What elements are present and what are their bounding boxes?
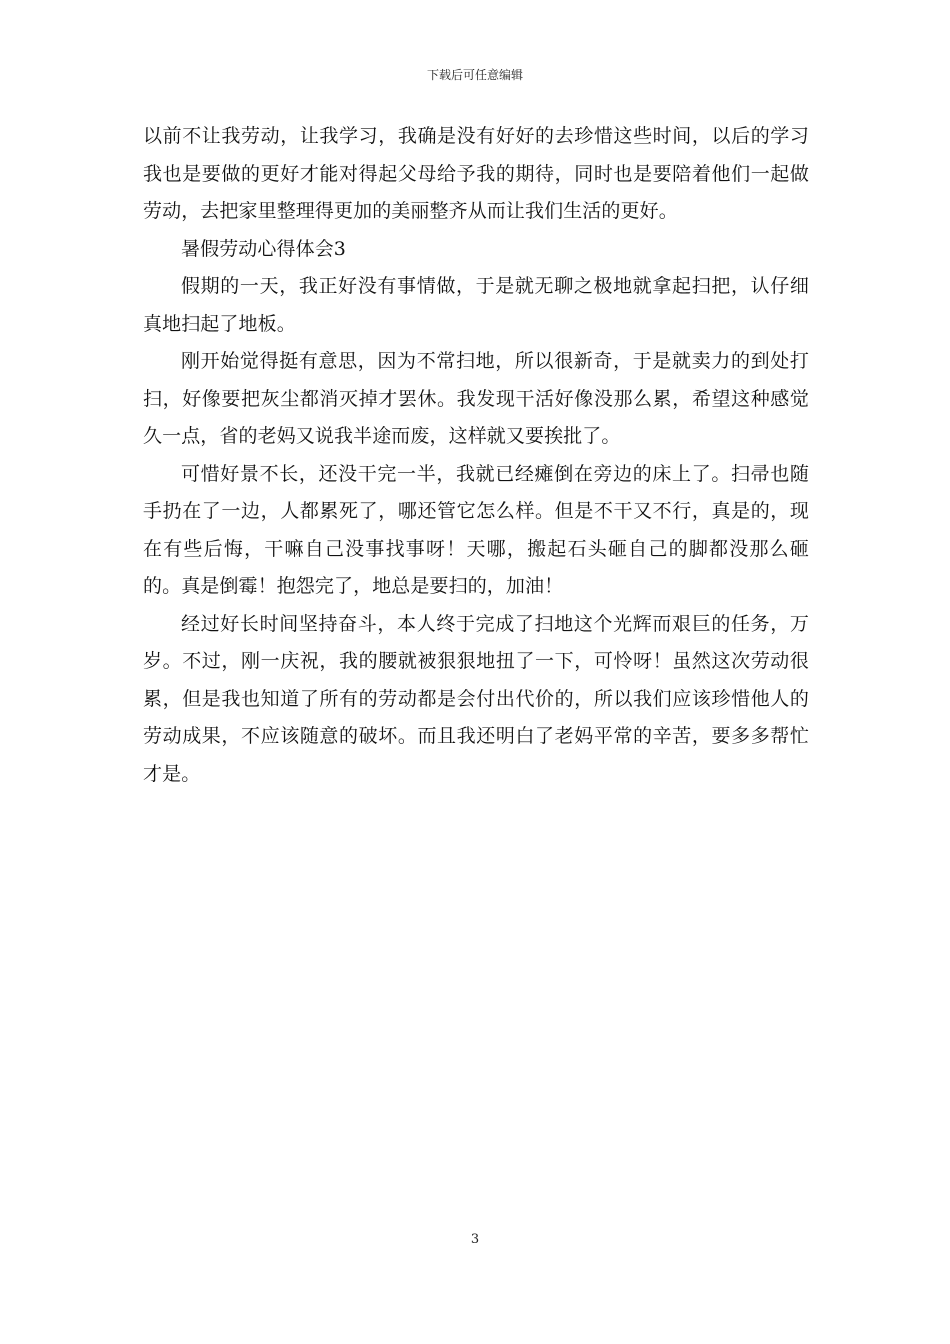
body-paragraph: 假期的一天，我正好没有事情做，于是就无聊之极地就拿起扫把，认仔细真地扫起了地板。: [143, 275, 809, 335]
body-paragraph: 以前不让我劳动，让我学习，我确是没有好好的去珍惜这些时间，以后的学习我也是要做的更好才能对得起父母给予我的期待，同时也是要陪着他们一起做劳动，去把家里整理得更加的美丽整齐从而让我们生活的更好。: [143, 125, 809, 222]
document-body: [143, 118, 809, 793]
body-paragraph: 刚开始觉得挺有意思，因为不常扫地，所以很新奇，于是就卖力的到处打扫，好像要把灰尘都消灭掉才罢休。我发现干活好像没那么累，希望这种感觉久一点，省的老妈又说我半途而废，这样就又要挨批了。: [143, 350, 809, 447]
section-heading: 暑假劳动心得体会3: [181, 237, 346, 260]
body-paragraph: 经过好长时间坚持奋斗，本人终于完成了扫地这个光辉而艰巨的任务，万岁。不过，刚一庆祝，我的腰就被狠狠地扭了一下，可怜呀！虽然这次劳动很累，但是我也知道了所有的劳动都是会付出代价的，所以我们应该珍惜他人的劳动成果，不应该随意的破坏。而且我还明白了老妈平常的辛苦，要多多帮忙才是。: [143, 612, 809, 785]
page-number: 3: [470, 1232, 480, 1247]
body-paragraph: 可惜好景不长，还没干完一半，我就已经瘫倒在旁边的床上了。扫帚也随手扔在了一边，人都累死了，哪还管它怎么样。但是不干又不行，真是的，现在有些后悔，干嘛自己没事找事呀！天哪，搬起石头砸自己的脚都没那么砸的。真是倒霉！抱怨完了，地总是要扫的，加油！: [143, 462, 809, 597]
page-header: 下载后可任意编辑: [426, 68, 523, 82]
